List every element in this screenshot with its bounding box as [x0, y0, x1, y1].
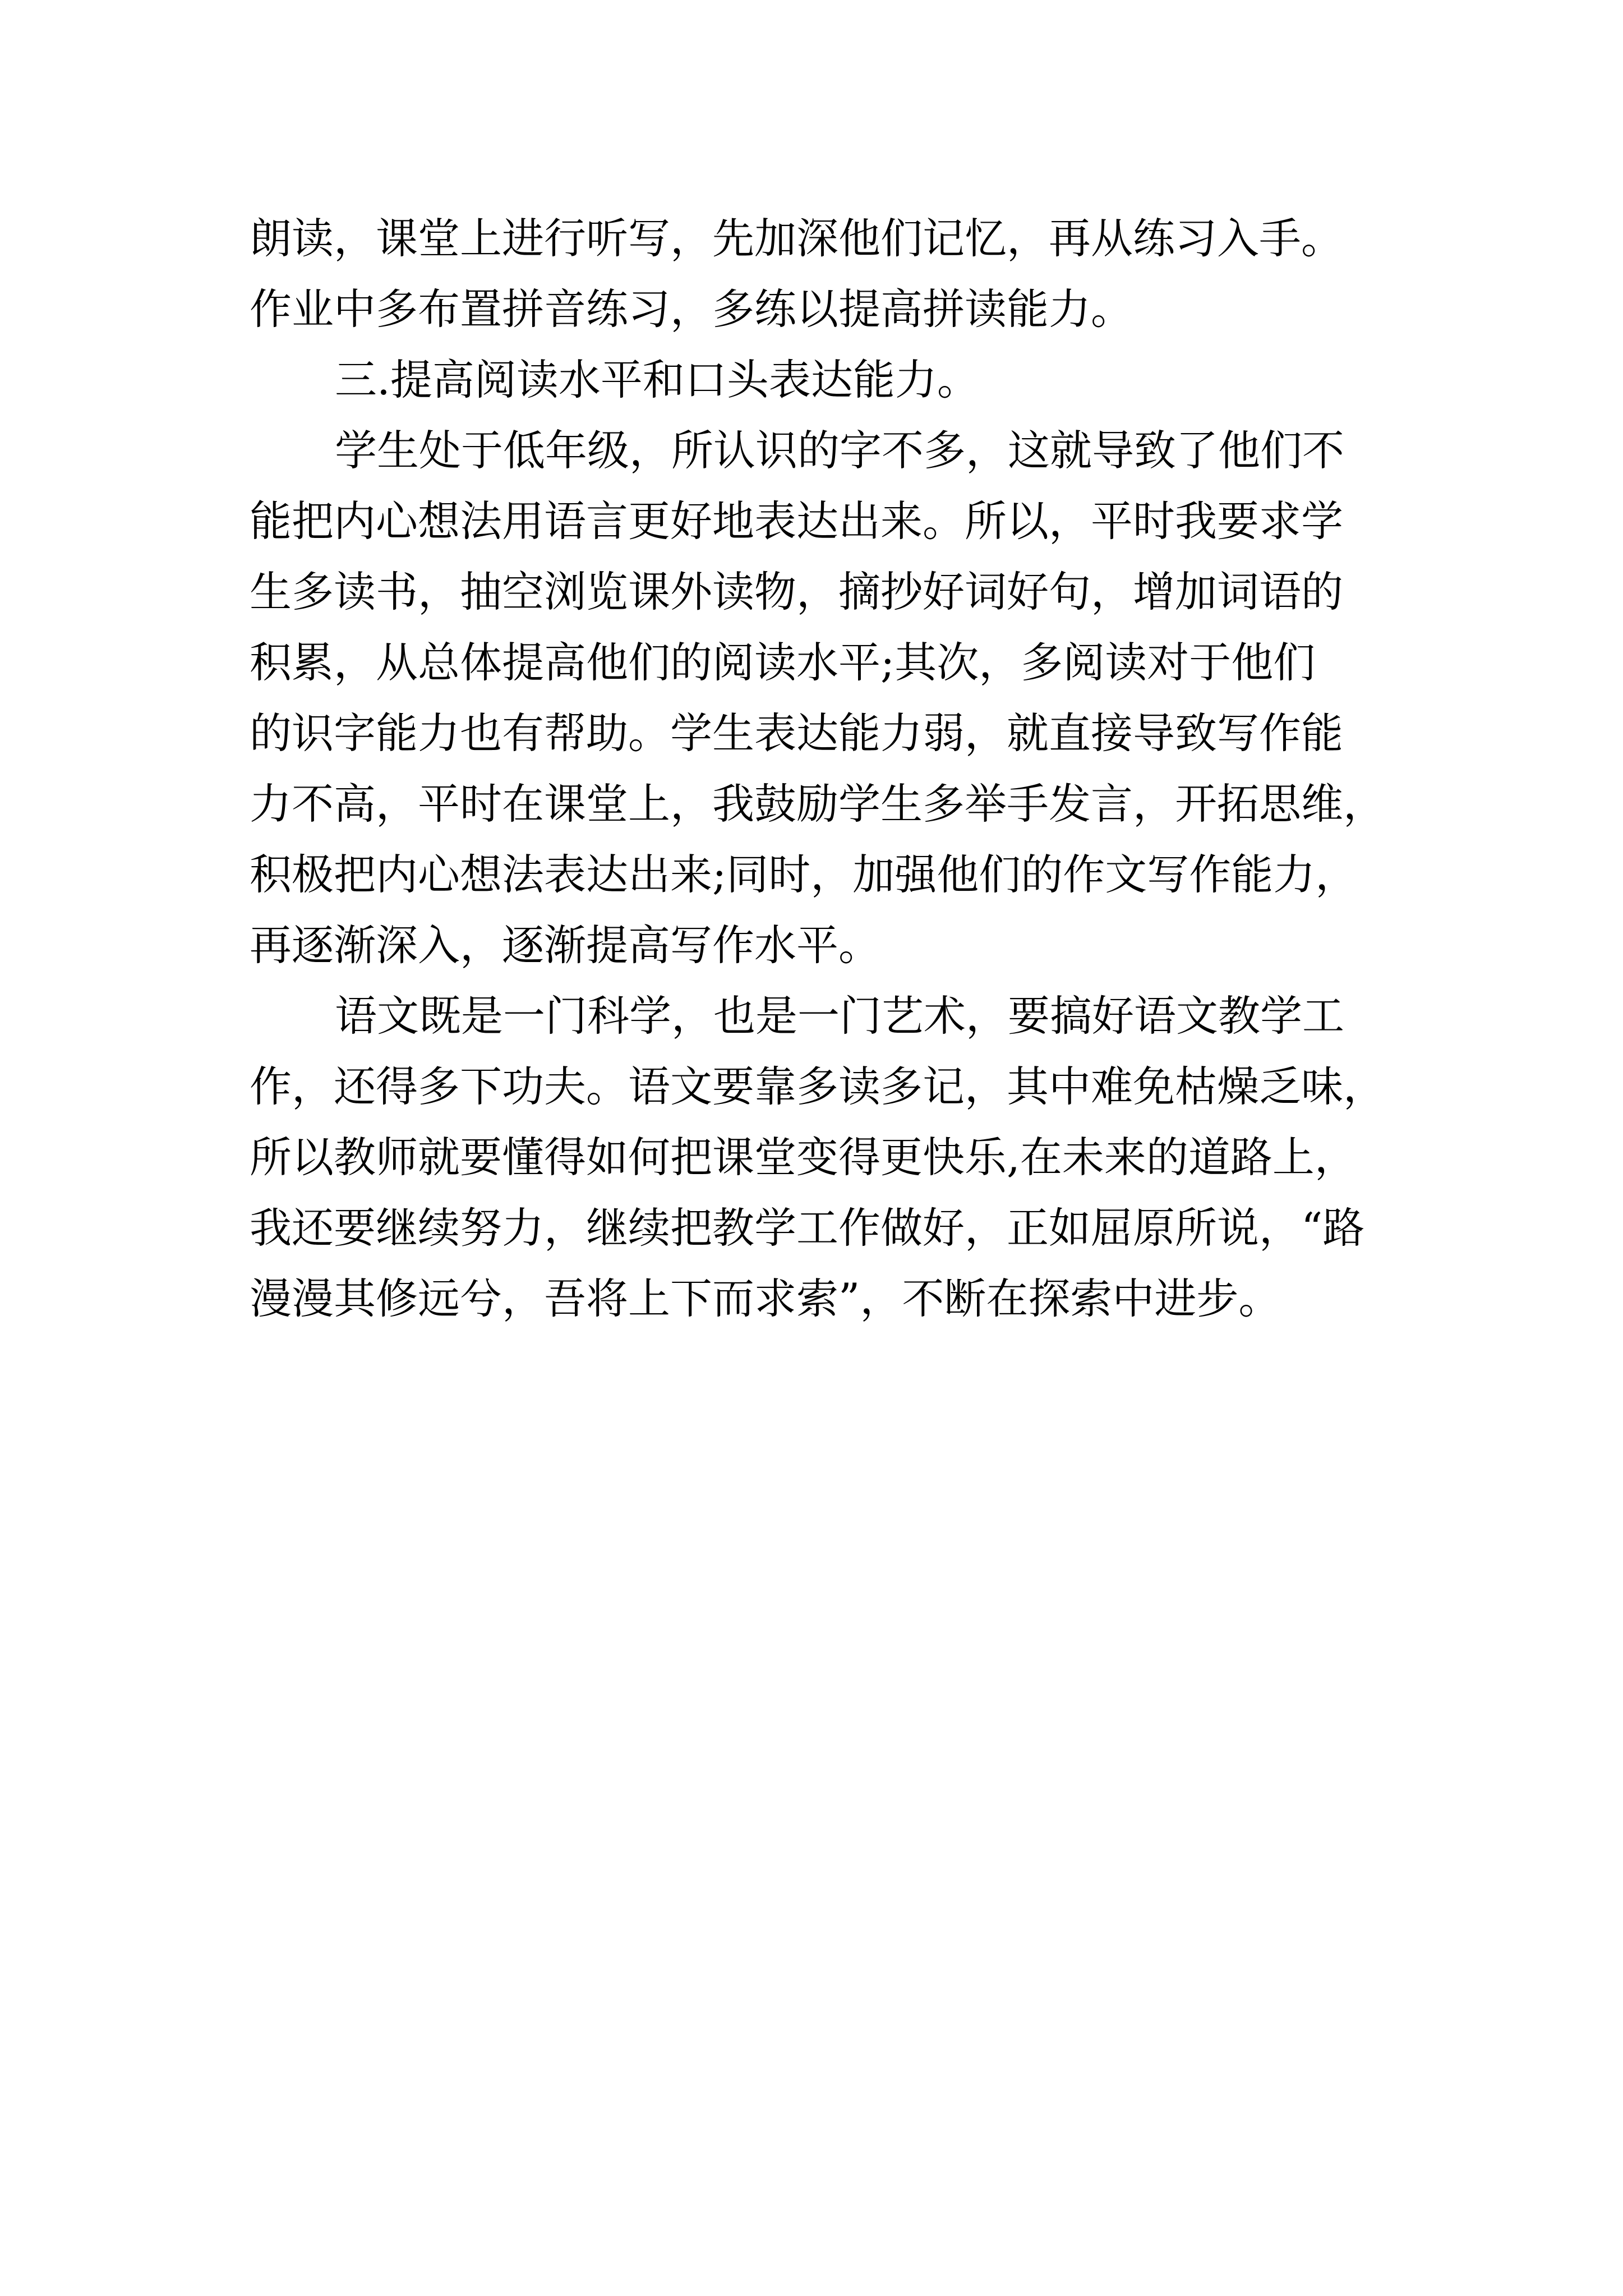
- text-line: 积极把内心想法表达出来;同时，加强他们的作文写作能力，: [250, 850, 1358, 899]
- heading-line: 三.提高阅读水平和口头表达能力。: [335, 355, 979, 404]
- text-line: 生多读书，抽空浏览课外读物，摘抄好词好句，增加词语的: [250, 567, 1344, 616]
- document-body: [250, 203, 1399, 1334]
- text-line: 作，还得多下功夫。语文要靠多读多记，其中难免枯燥乏味，: [250, 1062, 1386, 1111]
- text-line: 作业中多布置拼音练习，多练以提高拼读能力。: [250, 284, 1133, 334]
- text-line: 能把内心想法用语言更好地表达出来。所以，平时我要求学: [250, 496, 1344, 546]
- text-line: 朗读，课堂上进行听写，先加深他们记忆，再从练习入手。: [250, 214, 1344, 263]
- text-line: 再逐渐深入，逐渐提高写作水平。: [250, 921, 881, 970]
- text-line: 积累，从总体提高他们的阅读水平;其次，多阅读对于他们: [250, 638, 1316, 687]
- text-line: 所以教师就要懂得如何把课堂变得更快乐,在未来的道路上，: [250, 1133, 1357, 1182]
- paragraph-continued: [250, 203, 1399, 344]
- paragraph-reading: [250, 415, 1399, 981]
- text-line: 力不高，平时在课堂上，我鼓励学生多举手发言，开拓思维，: [250, 779, 1386, 829]
- text-line: 的识字能力也有帮助。学生表达能力弱，就直接导致写作能: [250, 708, 1344, 758]
- text-line: 语文既是一门科学，也是一门艺术，要搞好语文教学工: [335, 991, 1345, 1041]
- text-line: 漫漫其修远兮，吾将上下而求索”，不断在探索中进步。: [250, 1274, 1281, 1323]
- text-line: 学生处于低年级，所认识的字不多，这就导致了他们不: [335, 426, 1345, 475]
- paragraph-conclusion: [250, 981, 1399, 1334]
- section-heading-3: [250, 344, 1399, 415]
- text-line: 我还要继续努力，继续把教学工作做好，正如屈原所说，“路: [250, 1203, 1365, 1253]
